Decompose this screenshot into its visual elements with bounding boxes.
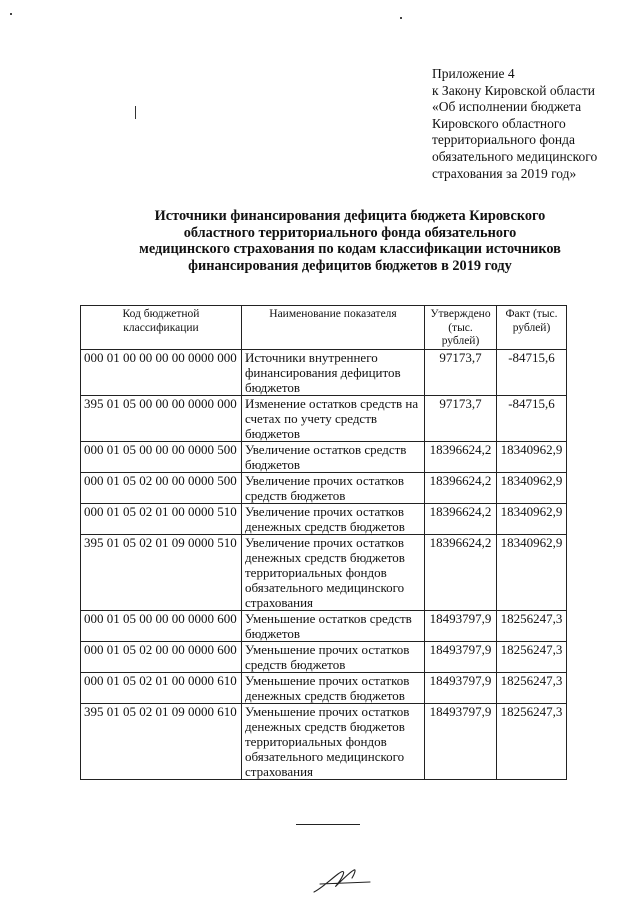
row-code: 000 01 05 02 01 00 0000 610 [81,672,242,703]
row-code: 395 01 05 00 00 00 0000 000 [81,395,242,441]
table-row [81,641,567,672]
table-row [81,472,567,503]
annex-line: страхования за 2019 год» [432,165,577,181]
row-approved: 18493797,9 [425,672,497,703]
row-approved: 18396624,2 [425,472,497,503]
row-code: 000 01 05 00 00 00 0000 500 [81,441,242,472]
row-fact: -84715,6 [497,395,567,441]
row-fact: -84715,6 [497,349,567,395]
annex-line: к Закону Кировской области [432,82,596,98]
title-line: медицинского страхования по кодам классификации источников [139,241,561,258]
annex-line: территориального фонда [432,132,575,148]
row-approved: 18493797,9 [425,703,497,779]
table-row [81,503,567,534]
row-approved: 18396624,2 [425,441,497,472]
row-approved: 18396624,2 [425,534,497,610]
row-code: 000 01 05 02 01 00 0000 510 [81,503,242,534]
row-approved: 18396624,2 [425,503,497,534]
title-line: финансирования дефицитов бюджетов в 2019 году [188,257,512,274]
row-approved: 97173,7 [425,395,497,441]
table-row [81,349,567,395]
row-name: Увеличение прочих остатков денежных средств бюджетов территориальных фондов обязательного медицинского страхования [242,534,425,610]
row-fact: 18256247,3 [497,610,567,641]
document-title [100,208,600,274]
title-line: Источники финансирования дефицита бюджета Кировского [154,208,546,224]
scan-speck [400,17,402,19]
row-fact: 18340962,9 [497,441,567,472]
header-code: Код бюджетной классификации [81,306,242,350]
row-fact: 18256247,3 [497,641,567,672]
table-row [81,610,567,641]
row-code: 000 01 05 00 00 00 0000 600 [81,610,242,641]
signature-mark [312,862,374,898]
annex-line: Приложение 4 [432,66,515,81]
row-name: Уменьшение остатков средств бюджетов [242,610,425,641]
table-row [81,441,567,472]
row-code: 000 01 00 00 00 00 0000 000 [81,349,242,395]
row-fact: 18256247,3 [497,703,567,779]
row-fact: 18340962,9 [497,534,567,610]
sources-table [80,305,567,780]
header-name: Наименование показателя [242,306,425,350]
row-name: Уменьшение прочих остатков денежных средств бюджетов территориальных фондов обязательного медицинского страхования [242,703,425,779]
header-approved: Утверждено (тыс. рублей) [425,306,497,350]
row-name: Уменьшение прочих остатков денежных средств бюджетов [242,672,425,703]
annex-line: обязательного медицинского [432,148,598,164]
row-fact: 18340962,9 [497,503,567,534]
row-name: Увеличение остатков средств бюджетов [242,441,425,472]
table-row [81,672,567,703]
row-fact: 18256247,3 [497,672,567,703]
row-name: Уменьшение прочих остатков средств бюджетов [242,641,425,672]
scan-speck [10,13,12,15]
row-code: 000 01 05 02 00 00 0000 600 [81,641,242,672]
row-name: Источники внутреннего финансирования дефицитов бюджетов [242,349,425,395]
title-line: областного территориального фонда обязательного [183,224,517,241]
annex-line: «Об исполнении бюджета [432,99,582,115]
table-row [81,703,567,779]
row-name: Изменение остатков средств на счетах по учету средств бюджетов [242,395,425,441]
scan-mark [135,106,136,119]
row-name: Увеличение прочих остатков денежных средств бюджетов [242,503,425,534]
table-header-row [81,306,567,350]
annex-header [432,66,632,182]
row-approved: 18493797,9 [425,641,497,672]
table-row [81,534,567,610]
separator-line [296,824,360,825]
row-fact: 18340962,9 [497,472,567,503]
table-row [81,395,567,441]
row-code: 395 01 05 02 01 09 0000 510 [81,534,242,610]
header-fact: Факт (тыс. рублей) [497,306,567,350]
row-code: 395 01 05 02 01 09 0000 610 [81,703,242,779]
row-code: 000 01 05 02 00 00 0000 500 [81,472,242,503]
row-name: Увеличение прочих остатков средств бюджетов [242,472,425,503]
annex-line: Кировского областного [432,115,566,131]
row-approved: 18493797,9 [425,610,497,641]
row-approved: 97173,7 [425,349,497,395]
